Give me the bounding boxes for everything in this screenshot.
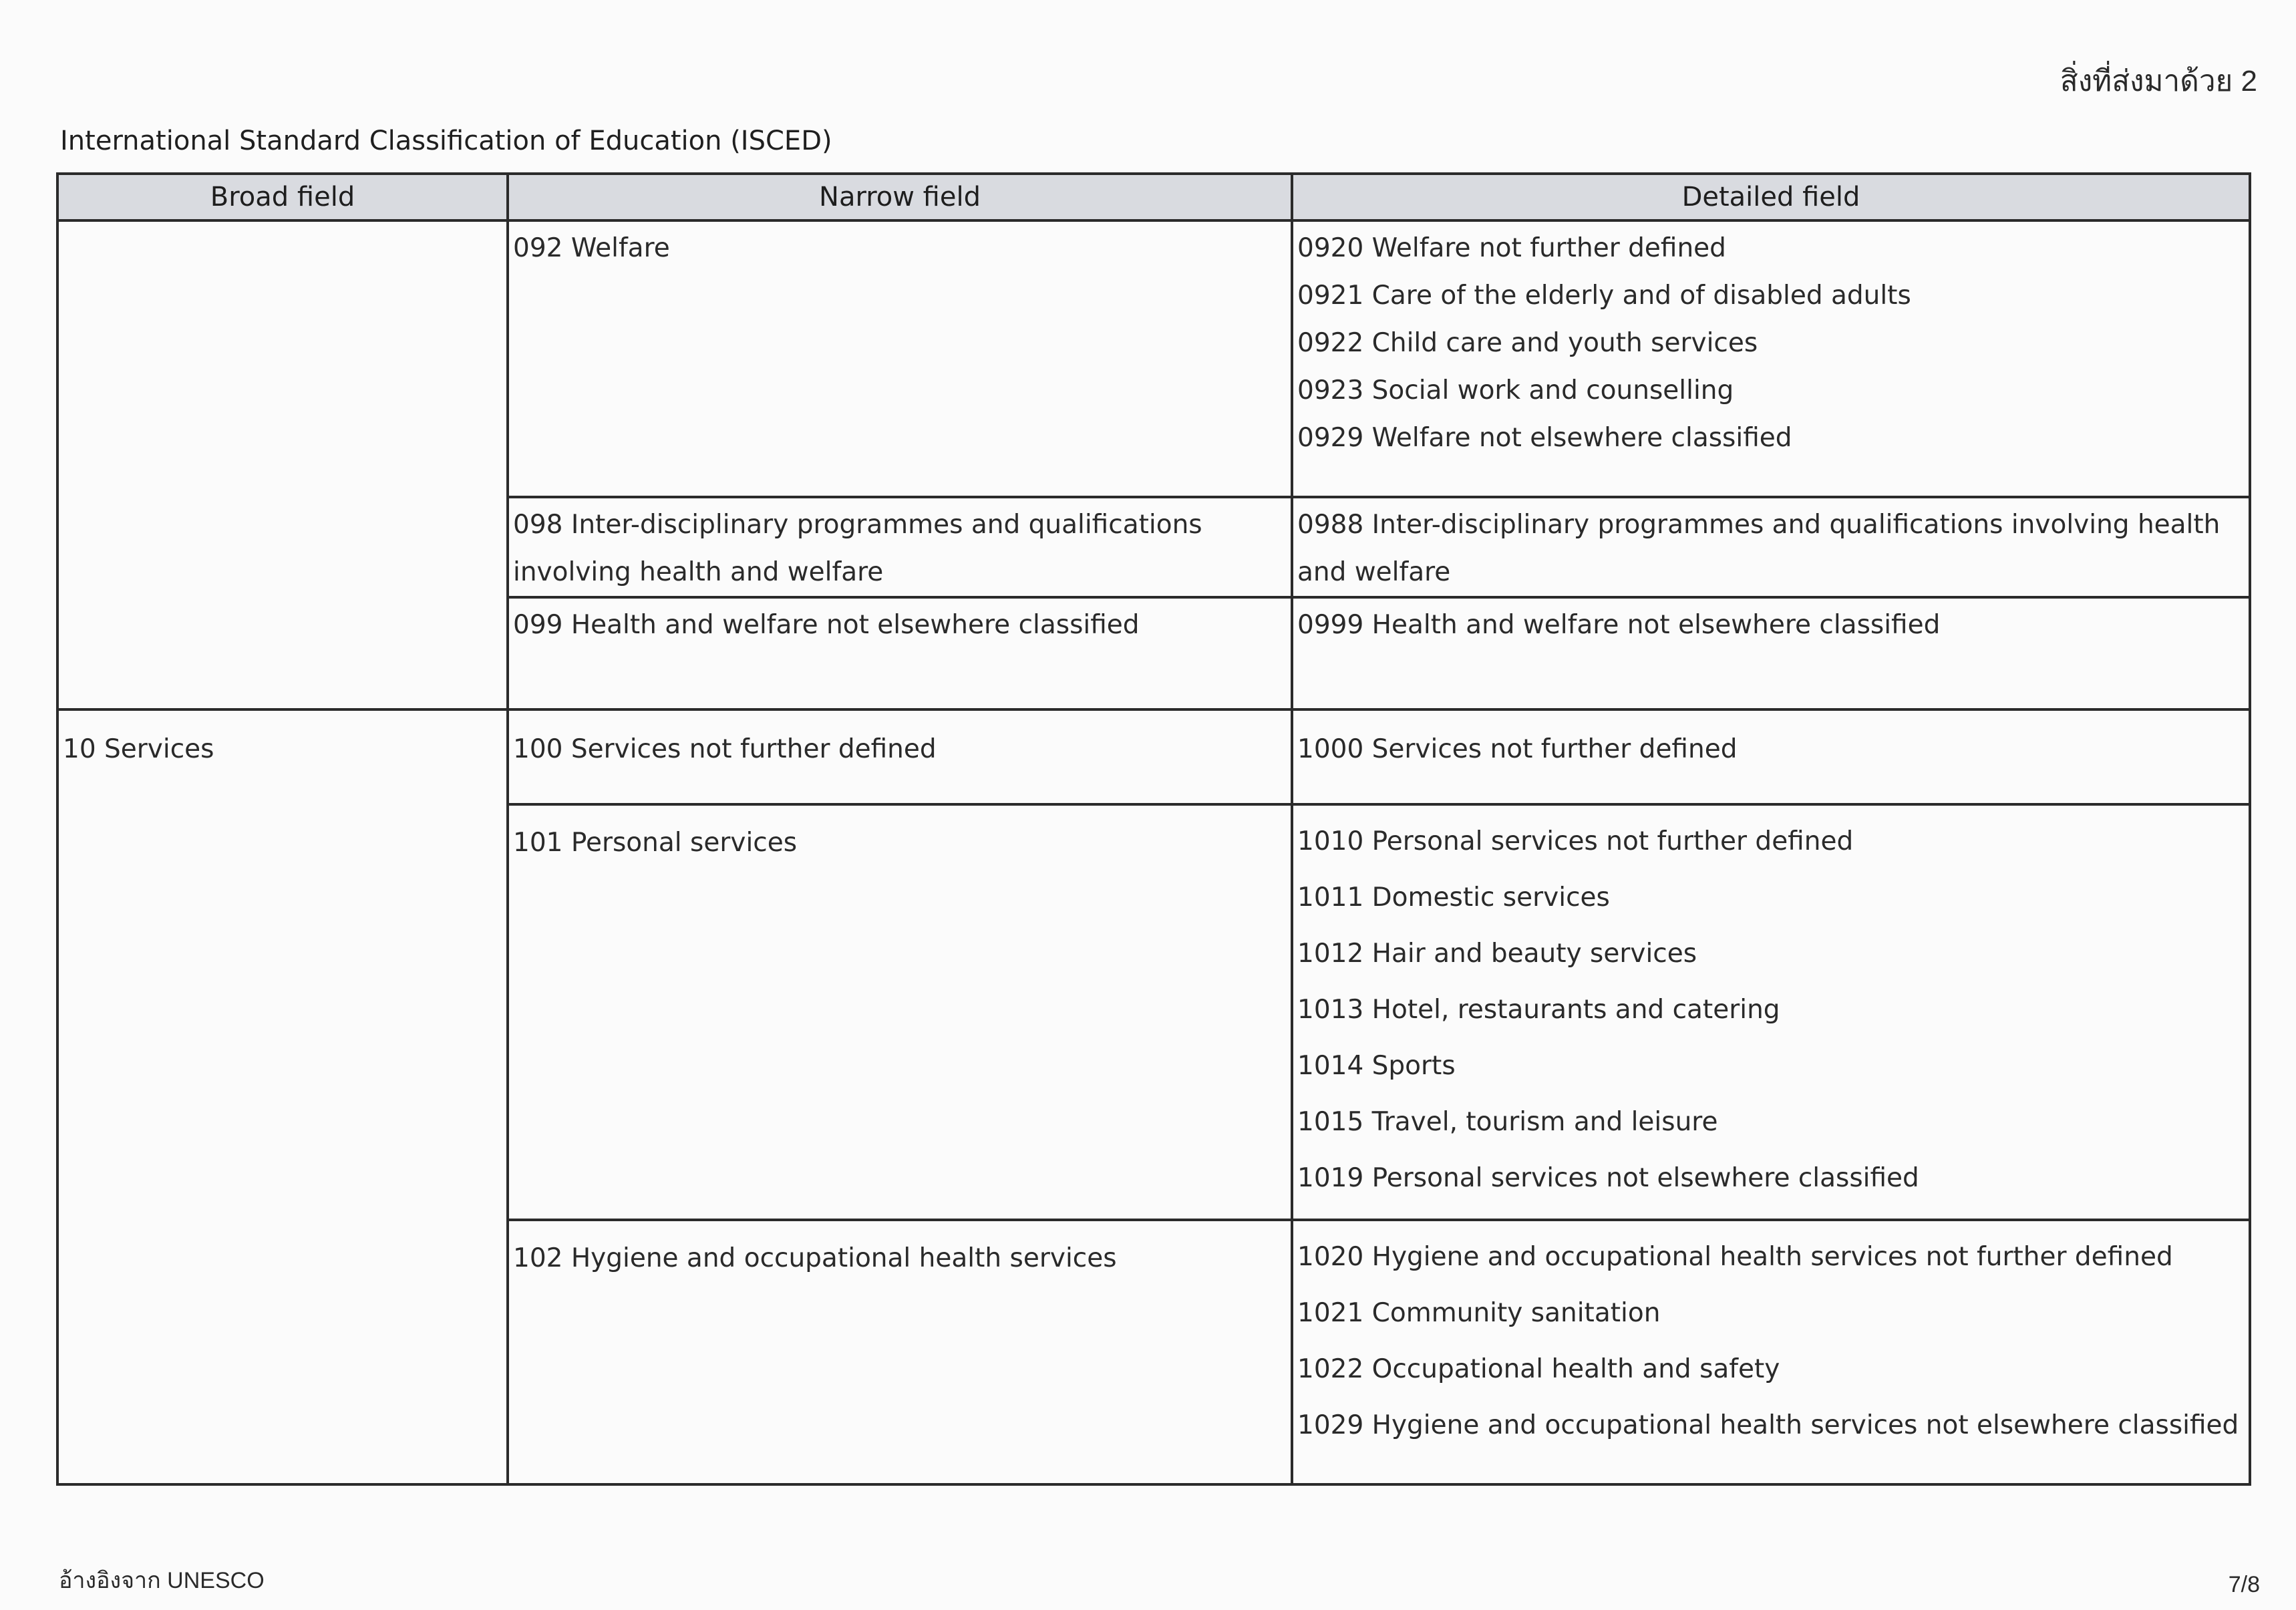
list-item: 1020 Hygiene and occupational health services not further defined [1297,1242,2173,1272]
list-item: 1011 Domestic services [1297,882,1610,913]
broad-field-cell: 10 Services [57,709,508,1484]
table-row [57,220,2250,497]
header-narrow-field: Narrow field [508,174,1292,220]
list-item: 0920 Welfare not further defined [1297,233,1726,263]
list-item: 0921 Care of the elderly and of disabled adults [1297,281,1911,311]
narrow-field-cell: 099 Health and welfare not elsewhere classified [508,597,1292,709]
broad-field-cell [57,220,508,709]
attachment-label: สิ่งที่ส่งมาด้วย 2 [2060,65,2257,98]
list-item: 0923 Social work and counselling [1297,375,1734,406]
page-number: 7/8 [2228,1572,2260,1597]
list-item: 1029 Hygiene and occupational health services not elsewhere classified [1297,1410,2239,1440]
list-item: 0922 Child care and youth services [1297,328,1758,358]
detailed-field-cell [1292,804,2250,1220]
narrow-field-cell: 101 Personal services [508,804,1292,1220]
narrow-field-cell: 098 Inter-disciplinary programmes and qualifications involving health and welfare [508,497,1292,597]
isced-table [56,172,2251,1486]
header-broad-field: Broad field [57,174,508,220]
list-item: 1010 Personal services not further defined [1297,826,1854,856]
document-title: International Standard Classification of Education (ISCED) [60,126,832,156]
list-item: 1022 Occupational health and safety [1297,1354,1780,1384]
list-item: 1021 Community sanitation [1297,1298,1661,1328]
table-row [57,709,2250,804]
list-item: 0988 Inter-disciplinary programmes and qualifications involving health and welfare [1297,510,2221,587]
narrow-field-cell: 102 Hygiene and occupational health services [508,1220,1292,1484]
header-detailed-field: Detailed field [1292,174,2250,220]
list-item: 1019 Personal services not elsewhere classified [1297,1163,1919,1193]
list-item: 1000 Services not further defined [1297,734,1738,764]
list-item: 1014 Sports [1297,1051,1456,1081]
footer-source: อ้างอิงจาก UNESCO [59,1568,265,1593]
detailed-field-cell [1292,1220,2250,1484]
list-item: 0929 Welfare not elsewhere classified [1297,423,1792,453]
detailed-field-cell [1292,709,2250,804]
narrow-field-cell: 092 Welfare [508,220,1292,497]
detailed-field-cell [1292,220,2250,497]
detailed-field-cell [1292,497,2250,597]
narrow-field-cell: 100 Services not further defined [508,709,1292,804]
list-item: 0999 Health and welfare not elsewhere classified [1297,610,1941,640]
table-header-row [57,174,2250,220]
detailed-field-cell [1292,597,2250,709]
list-item: 1015 Travel, tourism and leisure [1297,1107,1718,1137]
list-item: 1013 Hotel, restaurants and catering [1297,995,1780,1025]
list-item: 1012 Hair and beauty services [1297,939,1697,969]
